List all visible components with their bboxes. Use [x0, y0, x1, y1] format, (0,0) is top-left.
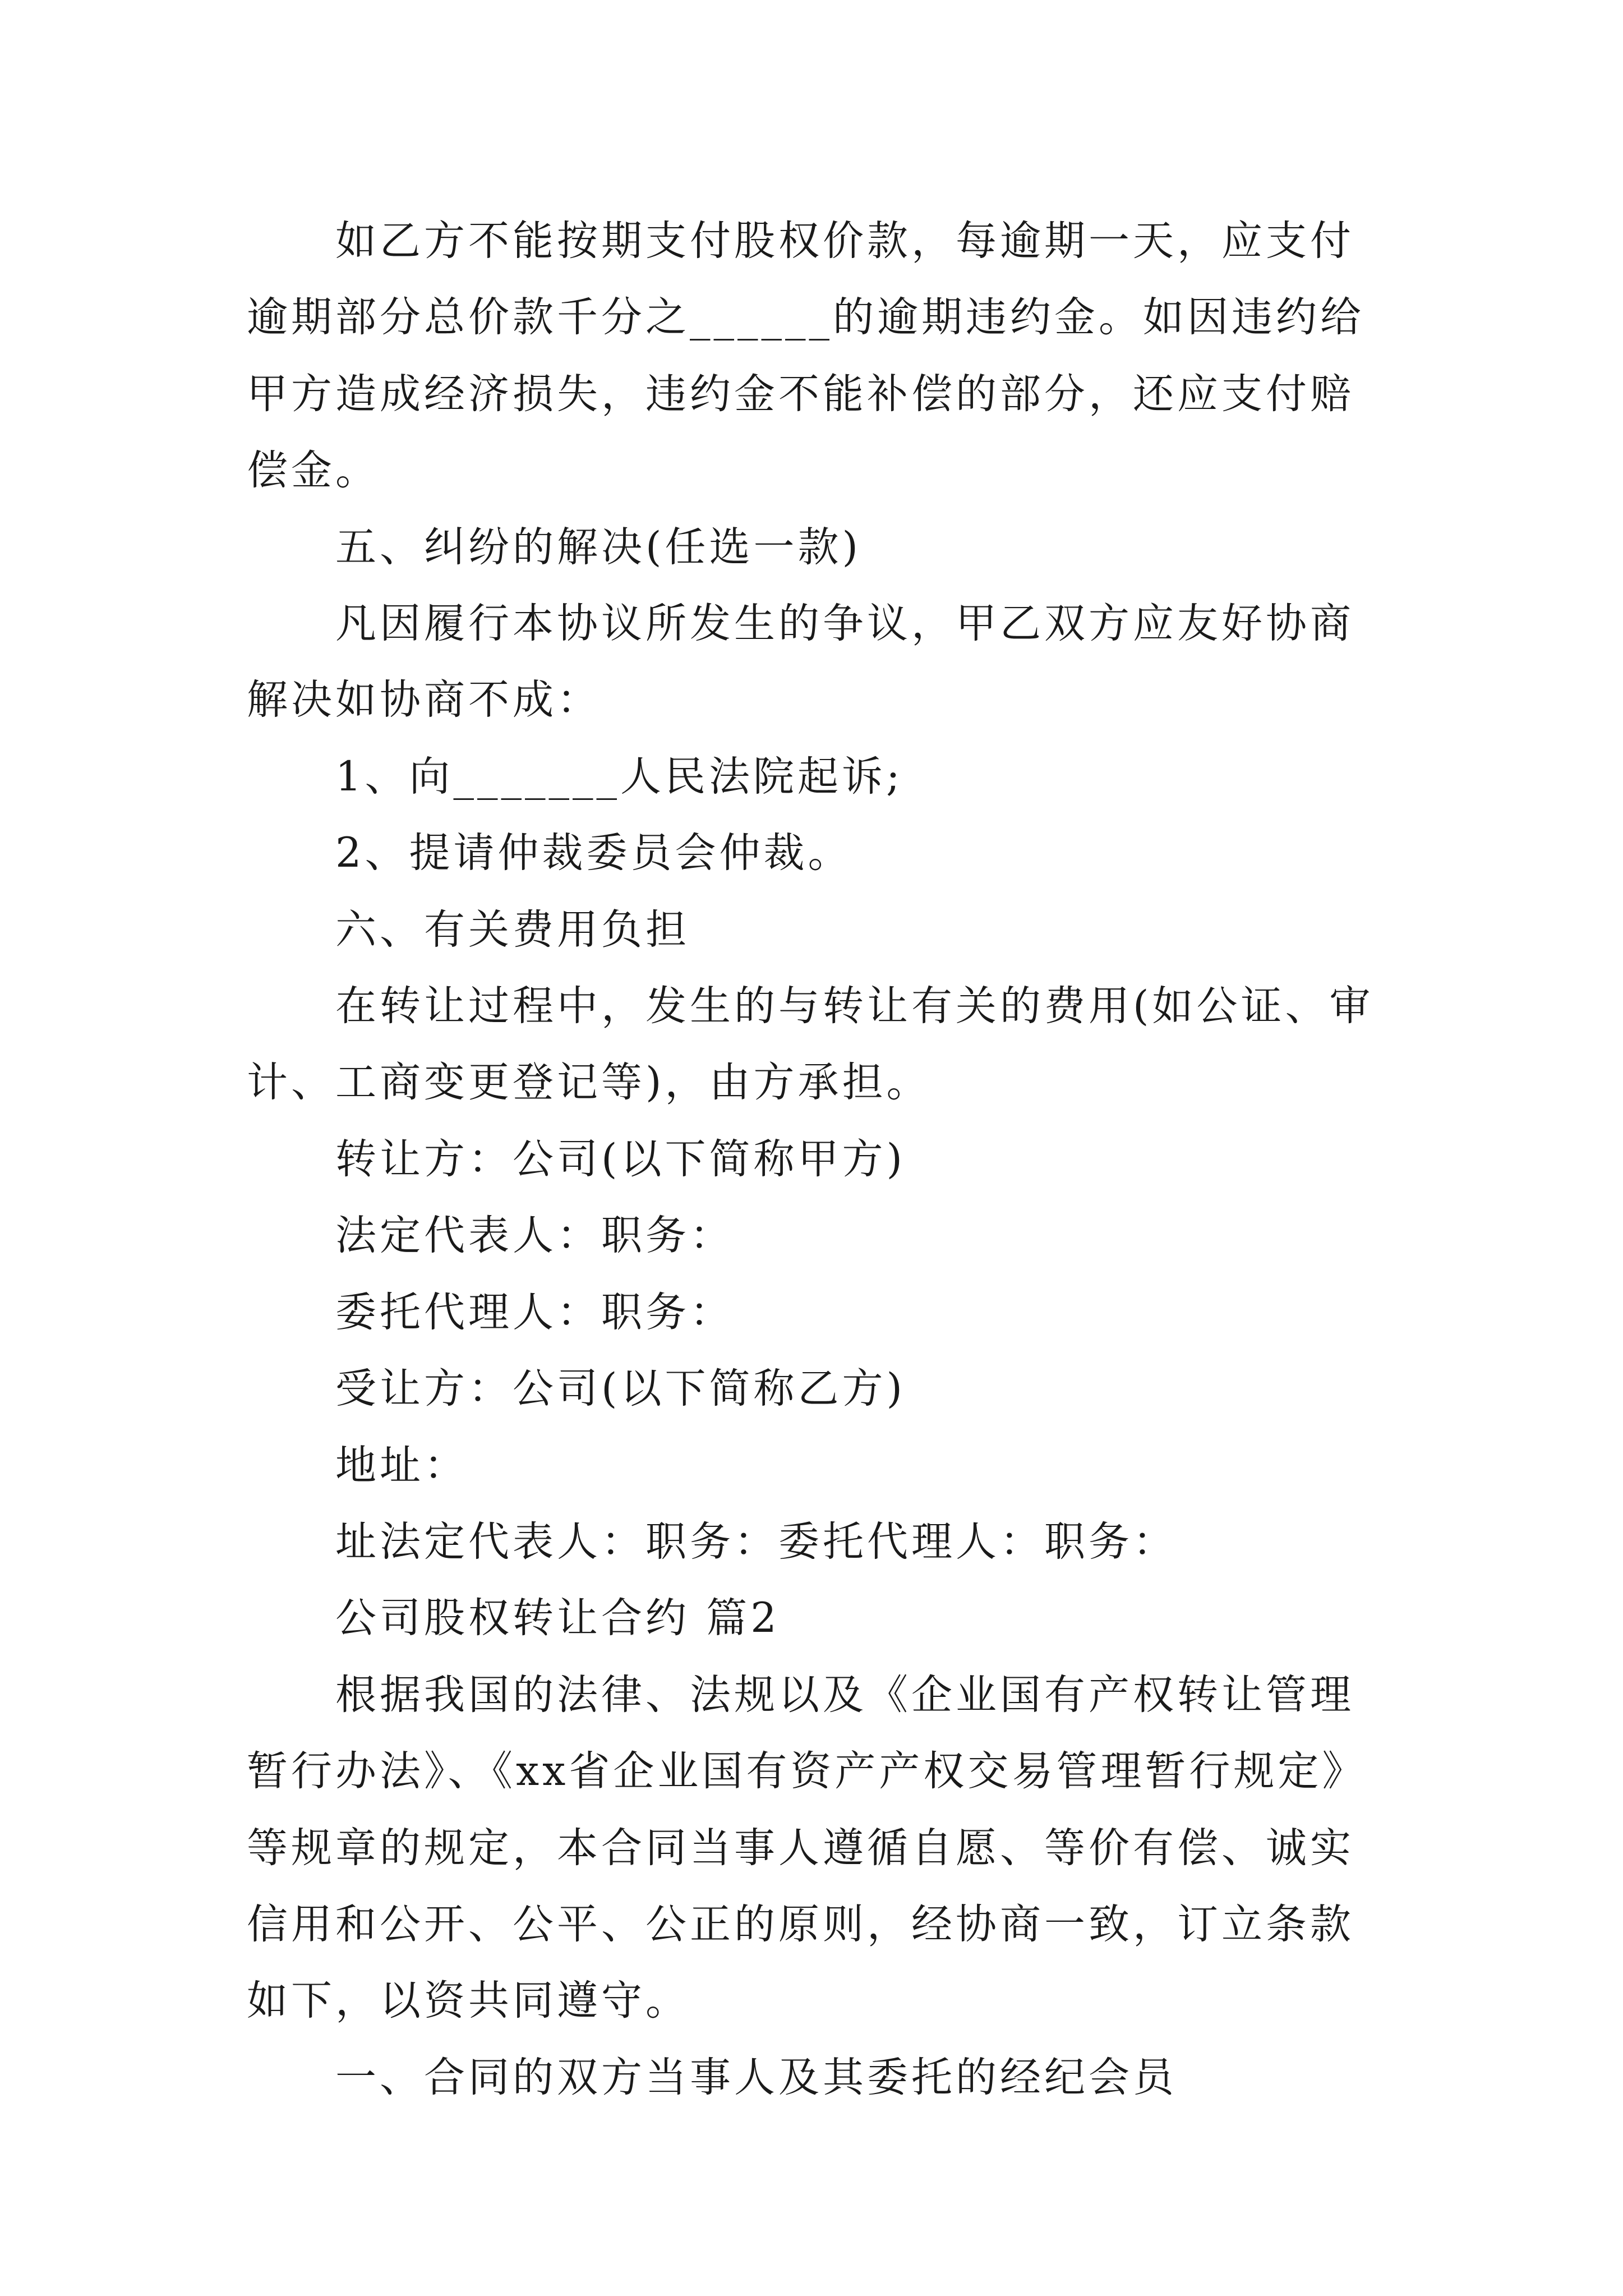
list-item-court: 1、向_______人民法院起诉; [335, 752, 903, 800]
list-item-arbitration: 2、提请仲裁委员会仲裁。 [335, 829, 852, 877]
heading-fees: 六、有关费用负担 [335, 905, 690, 954]
paragraph-fees: 在转让过程中，发生的与转让有关的费用(如公证、审计、工商变更登记等)，由方承担。 [247, 982, 1374, 1107]
field-authorized-agent: 委托代理人：职务： [335, 1288, 734, 1336]
paragraph-dispute-negotiation: 凡因履行本协议所发生的争议，甲乙双方应友好协商解决如协商不成： [247, 600, 1354, 724]
paragraph-late-payment: 如乙方不能按期支付股权价款，每逾期一天，应支付逾期部分总价款千分之______的逾期违约金。如因违约给甲方造成经济损失，违约金不能补偿的部分，还应支付赔偿金。 [247, 217, 1364, 495]
paragraph-legal-basis: 根据我国的法律、法规以及《企业国有产权转让管理暂行办法》、《xx省企业国有资产产权交易管理暂行规定》等规章的规定，本合同当事人遵循自愿、等价有偿、诚实信用和公开、公平、公正的原则，经协商一致，订立条款如下，以资共同遵守。 [247, 1671, 1367, 2025]
section-title-part-2: 公司股权转让合约 篇2 [335, 1594, 780, 1642]
field-address: 地址： [335, 1441, 468, 1489]
field-representatives: 址法定代表人：职务：委托代理人：职务： [335, 1517, 1177, 1566]
heading-parties: 一、合同的双方当事人及其委托的经纪会员 [335, 2053, 1177, 2101]
field-transferor: 转让方：公司(以下简称甲方) [335, 1135, 906, 1183]
document-body [247, 203, 1380, 2116]
heading-dispute-resolution: 五、纠纷的解决(任选一款) [335, 523, 861, 571]
field-transferee: 受让方：公司(以下简称乙方) [335, 1365, 906, 1413]
field-legal-representative: 法定代表人：职务： [335, 1212, 734, 1260]
